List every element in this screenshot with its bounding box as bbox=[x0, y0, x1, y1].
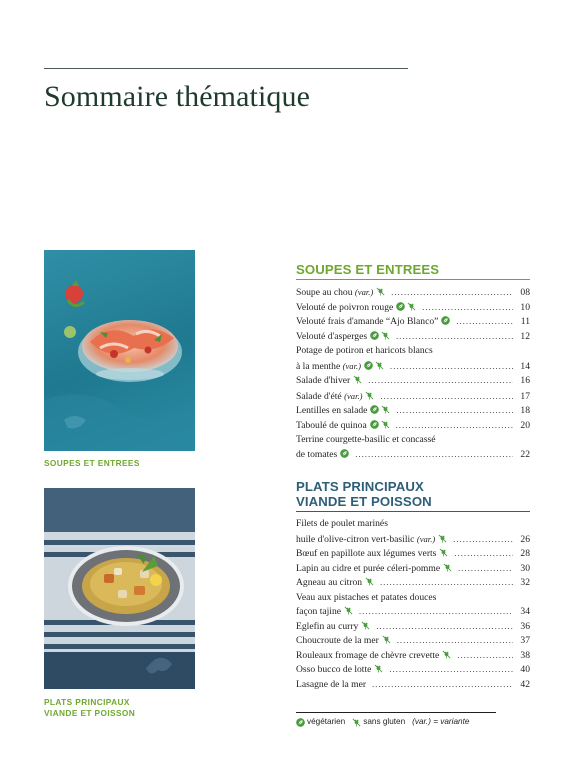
toc-entry-line bbox=[296, 620, 530, 635]
section-heading bbox=[296, 262, 530, 277]
toc-leader-dots bbox=[457, 649, 513, 664]
wheat-crossed-gluten-free-icon bbox=[381, 331, 390, 340]
toc-entry-title: Rouleaux fromage de chèvre crevette bbox=[296, 649, 440, 661]
toc-entry-title: Potage de potiron et haricots blancs bbox=[296, 345, 433, 356]
salad-bowl-illustration bbox=[44, 250, 195, 451]
toc-entry-title: Salade d'été bbox=[296, 390, 342, 402]
toc-page-number: 36 bbox=[520, 620, 530, 632]
section-heading-line: VIANDE ET POISSON bbox=[296, 494, 432, 509]
toc-page-number: 17 bbox=[520, 390, 530, 402]
photo-plats-principaux bbox=[44, 488, 195, 689]
toc-entry bbox=[296, 591, 530, 620]
toc-entry-title: Bœuf en papillote aux légumes verts bbox=[296, 548, 437, 559]
toc-entry bbox=[296, 576, 530, 591]
wheat-crossed-gluten-free-icon bbox=[374, 664, 383, 673]
toc-entry-variant: (var.) bbox=[342, 360, 361, 371]
toc-entry-icons bbox=[344, 606, 353, 615]
toc-leader-dots bbox=[396, 419, 513, 434]
toc-entry-line bbox=[296, 532, 530, 548]
top-rule bbox=[44, 68, 408, 69]
toc-entry bbox=[296, 344, 530, 374]
toc-entry-title: Veau aux pistaches et patates douces bbox=[296, 591, 437, 603]
toc-entry bbox=[296, 562, 530, 577]
toc-entry-icons bbox=[439, 548, 448, 557]
leaf-vegetarian-icon bbox=[296, 718, 305, 727]
toc-entry bbox=[296, 330, 530, 345]
toc-page-number: 26 bbox=[520, 533, 530, 545]
toc-entry-icons bbox=[370, 405, 390, 414]
toc-entry-lead-line bbox=[296, 591, 530, 606]
toc-entry-title: de tomates bbox=[296, 448, 338, 460]
toc-entry-variant: (var.) bbox=[344, 390, 363, 401]
toc-entry-title: Lapin au cidre et purée céleri-pomme bbox=[296, 562, 441, 574]
toc-leader-dots bbox=[458, 562, 513, 577]
wheat-crossed-gluten-free-icon bbox=[438, 534, 447, 543]
toc-entry bbox=[296, 678, 530, 693]
toc-entry-title: Lentilles en salade bbox=[296, 405, 368, 416]
section-rule bbox=[296, 279, 530, 280]
toc-entry-line bbox=[296, 285, 530, 301]
legend bbox=[296, 716, 476, 728]
toc-page-number: 14 bbox=[520, 360, 530, 372]
toc-entry-line bbox=[296, 330, 530, 345]
wheat-crossed-gluten-free-icon bbox=[381, 420, 390, 429]
leaf-vegetarian-icon bbox=[340, 449, 349, 458]
toc-entry-line bbox=[296, 547, 530, 562]
toc-entry-title: façon tajine bbox=[296, 606, 342, 617]
toc-entry bbox=[296, 433, 530, 462]
toc-entry-icons bbox=[441, 316, 450, 325]
section-heading-line: PLATS PRINCIPAUX bbox=[296, 479, 424, 494]
toc-entry-line bbox=[296, 576, 530, 591]
toc-entry-line bbox=[296, 634, 530, 649]
toc-entry bbox=[296, 663, 530, 678]
toc-entry bbox=[296, 547, 530, 562]
toc-entry-line bbox=[296, 419, 530, 434]
legend-gluten-free-label: sans gluten bbox=[363, 717, 406, 726]
wheat-crossed-gluten-free-icon bbox=[353, 375, 362, 384]
legend-vegetarian bbox=[296, 716, 345, 728]
toc-entry-title: huile d'olive-citron vert-basilic bbox=[296, 533, 415, 545]
leaf-vegetarian-icon bbox=[441, 316, 450, 325]
wheat-crossed-gluten-free-icon bbox=[375, 361, 384, 370]
toc-entry bbox=[296, 389, 530, 405]
curry-plate-illustration bbox=[44, 488, 195, 689]
wheat-crossed-gluten-free-icon bbox=[365, 577, 374, 586]
toc-page-number: 34 bbox=[520, 606, 530, 617]
toc-page-number: 30 bbox=[520, 562, 530, 574]
toc-entry-icons bbox=[374, 664, 383, 673]
toc-leader-dots bbox=[422, 301, 513, 316]
wheat-crossed-gluten-free-icon bbox=[344, 606, 353, 615]
toc-entry-icons bbox=[376, 287, 385, 296]
toc-entry-line bbox=[296, 315, 530, 330]
toc-leader-dots bbox=[380, 390, 513, 405]
wheat-crossed-gluten-free-icon bbox=[381, 405, 390, 414]
toc-entry-line bbox=[296, 605, 530, 620]
toc-page-number: 38 bbox=[520, 649, 530, 661]
toc-page-number: 20 bbox=[520, 419, 530, 431]
section-heading-line: SOUPES ET ENTREES bbox=[296, 262, 440, 277]
toc-leader-dots bbox=[391, 286, 513, 301]
toc-entry-line bbox=[296, 389, 530, 405]
leaf-vegetarian-icon bbox=[364, 361, 373, 370]
toc-entry-line bbox=[296, 649, 530, 664]
toc-leader-dots bbox=[390, 360, 513, 375]
toc-page-number: 42 bbox=[520, 678, 530, 690]
toc-list bbox=[296, 285, 530, 462]
toc-entry-line bbox=[296, 359, 530, 375]
wheat-crossed-gluten-free-icon bbox=[407, 302, 416, 311]
toc-entry bbox=[296, 620, 530, 635]
wheat-crossed-gluten-free-icon bbox=[439, 548, 448, 557]
wheat-crossed-gluten-free-icon bbox=[443, 563, 452, 572]
toc-entry-title: Velouté de poivron rouge bbox=[296, 301, 394, 313]
toc-entry-line bbox=[296, 374, 530, 389]
toc-entry-title: à la menthe bbox=[296, 360, 341, 372]
legend-gluten-free bbox=[352, 716, 405, 728]
toc-entry-title: Filets de poulet marinés bbox=[296, 518, 388, 529]
toc-page-number: 11 bbox=[520, 316, 530, 327]
toc-page-number: 37 bbox=[520, 635, 530, 646]
toc-entry bbox=[296, 285, 530, 301]
toc-page-number: 08 bbox=[520, 287, 530, 298]
toc-page-number: 40 bbox=[520, 664, 530, 675]
toc-leader-dots bbox=[376, 620, 513, 635]
toc-entry-line bbox=[296, 678, 530, 693]
legend-rule bbox=[296, 712, 496, 713]
toc-leader-dots bbox=[355, 448, 513, 463]
toc-entry-title: Velouté frais d'amande “Ajo Blanco” bbox=[296, 316, 439, 327]
toc-entry-lead-line bbox=[296, 517, 530, 532]
leaf-vegetarian-icon bbox=[370, 331, 379, 340]
toc-entry-lead-line bbox=[296, 344, 530, 359]
toc-leader-dots bbox=[389, 663, 513, 678]
toc-page-number: 28 bbox=[520, 548, 530, 559]
wheat-crossed-gluten-free-icon bbox=[376, 287, 385, 296]
toc-entry-icons bbox=[340, 449, 349, 458]
photo-caption-plats-line-2: VIANDE ET POISSON bbox=[44, 708, 136, 718]
toc-entry-variant: (var.) bbox=[416, 533, 436, 544]
toc-entry-icons bbox=[370, 331, 390, 340]
wheat-crossed-gluten-free-icon bbox=[442, 650, 451, 659]
toc-entry bbox=[296, 517, 530, 547]
toc-entry-icons bbox=[361, 621, 370, 630]
toc-entry-title: Velouté d'asperges bbox=[296, 330, 368, 342]
toc-entry-icons bbox=[364, 361, 384, 370]
wheat-crossed-gluten-free-icon bbox=[365, 391, 374, 400]
toc-entry-line bbox=[296, 404, 530, 419]
toc-entry bbox=[296, 404, 530, 419]
toc-entry-icons bbox=[396, 302, 416, 311]
section-rule bbox=[296, 511, 530, 512]
toc-page-number: 10 bbox=[520, 301, 530, 313]
toc-entry bbox=[296, 419, 530, 434]
leaf-vegetarian-icon bbox=[370, 405, 379, 414]
toc-leader-dots bbox=[380, 576, 513, 591]
toc-entry-variant: (var.) bbox=[354, 287, 374, 297]
wheat-crossed-gluten-free-icon bbox=[361, 621, 370, 630]
toc-entry bbox=[296, 649, 530, 664]
leaf-vegetarian-icon bbox=[370, 420, 379, 429]
legend-variant-note: (var.) = variante bbox=[412, 717, 470, 726]
photo-soupes-entrees bbox=[44, 250, 195, 451]
toc-entry bbox=[296, 374, 530, 389]
toc-leader-dots bbox=[454, 547, 513, 562]
toc-leader-dots bbox=[396, 404, 513, 419]
toc-list bbox=[296, 517, 530, 692]
toc-entry bbox=[296, 301, 530, 316]
wheat-crossed-gluten-free-icon bbox=[352, 718, 361, 727]
toc-entry-icons bbox=[438, 534, 447, 543]
photo-caption-plats-line-1: PLATS PRINCIPAUX bbox=[44, 697, 130, 707]
toc-entry-title: Osso bucco de lotte bbox=[296, 664, 372, 675]
toc-entry bbox=[296, 634, 530, 649]
toc-leader-dots bbox=[456, 315, 513, 330]
photo-caption-soupes: SOUPES ET ENTREES bbox=[44, 458, 140, 468]
toc-entry-icons bbox=[370, 420, 390, 429]
legend-vegetarian-label: végétarien bbox=[307, 717, 346, 726]
toc-leader-dots bbox=[368, 374, 513, 389]
toc-leader-dots bbox=[397, 634, 513, 649]
toc-entry-title: Lasagne de la mer bbox=[296, 678, 367, 690]
toc-page-number: 22 bbox=[520, 448, 530, 460]
toc-page-number: 18 bbox=[520, 405, 530, 416]
toc-page-number: 32 bbox=[520, 577, 530, 588]
section-heading bbox=[296, 479, 530, 509]
toc-entry-icons bbox=[365, 577, 374, 586]
photo-caption-plats bbox=[44, 697, 194, 719]
toc-entry-title: Eglefin au curry bbox=[296, 620, 359, 632]
toc-entry-lead-line bbox=[296, 433, 530, 448]
toc-entry-title: Taboulé de quinoa bbox=[296, 419, 367, 431]
section-plats-principaux bbox=[296, 479, 530, 692]
toc-entry-icons bbox=[353, 375, 362, 384]
toc-leader-dots bbox=[372, 678, 513, 693]
section-soupes-entrees bbox=[296, 262, 530, 462]
toc-entry-line bbox=[296, 663, 530, 678]
toc-entry-icons bbox=[365, 391, 374, 400]
toc-entry-title: Agneau au citron bbox=[296, 577, 363, 588]
toc-page-number: 16 bbox=[520, 375, 530, 386]
toc-entry-title: Soupe au chou bbox=[296, 287, 353, 298]
toc-entry bbox=[296, 315, 530, 330]
toc-entry-title: Salade d'hiver bbox=[296, 375, 351, 386]
toc-leader-dots bbox=[396, 330, 513, 345]
leaf-vegetarian-icon bbox=[396, 302, 405, 311]
toc-entry-title: Terrine courgette-basilic et concassé bbox=[296, 434, 436, 445]
toc-entry-line bbox=[296, 562, 530, 577]
toc-entry-icons bbox=[382, 635, 391, 644]
toc-entry-title: Choucroute de la mer bbox=[296, 635, 379, 646]
wheat-crossed-gluten-free-icon bbox=[382, 635, 391, 644]
toc-entry-line bbox=[296, 448, 530, 463]
toc-entry-icons bbox=[442, 650, 451, 659]
page-title: Sommaire thématique bbox=[44, 80, 310, 113]
toc-leader-dots bbox=[359, 605, 513, 620]
toc-leader-dots bbox=[453, 533, 513, 548]
toc-entry-line bbox=[296, 301, 530, 316]
toc-page-number: 12 bbox=[520, 330, 530, 342]
toc-entry-icons bbox=[443, 563, 452, 572]
